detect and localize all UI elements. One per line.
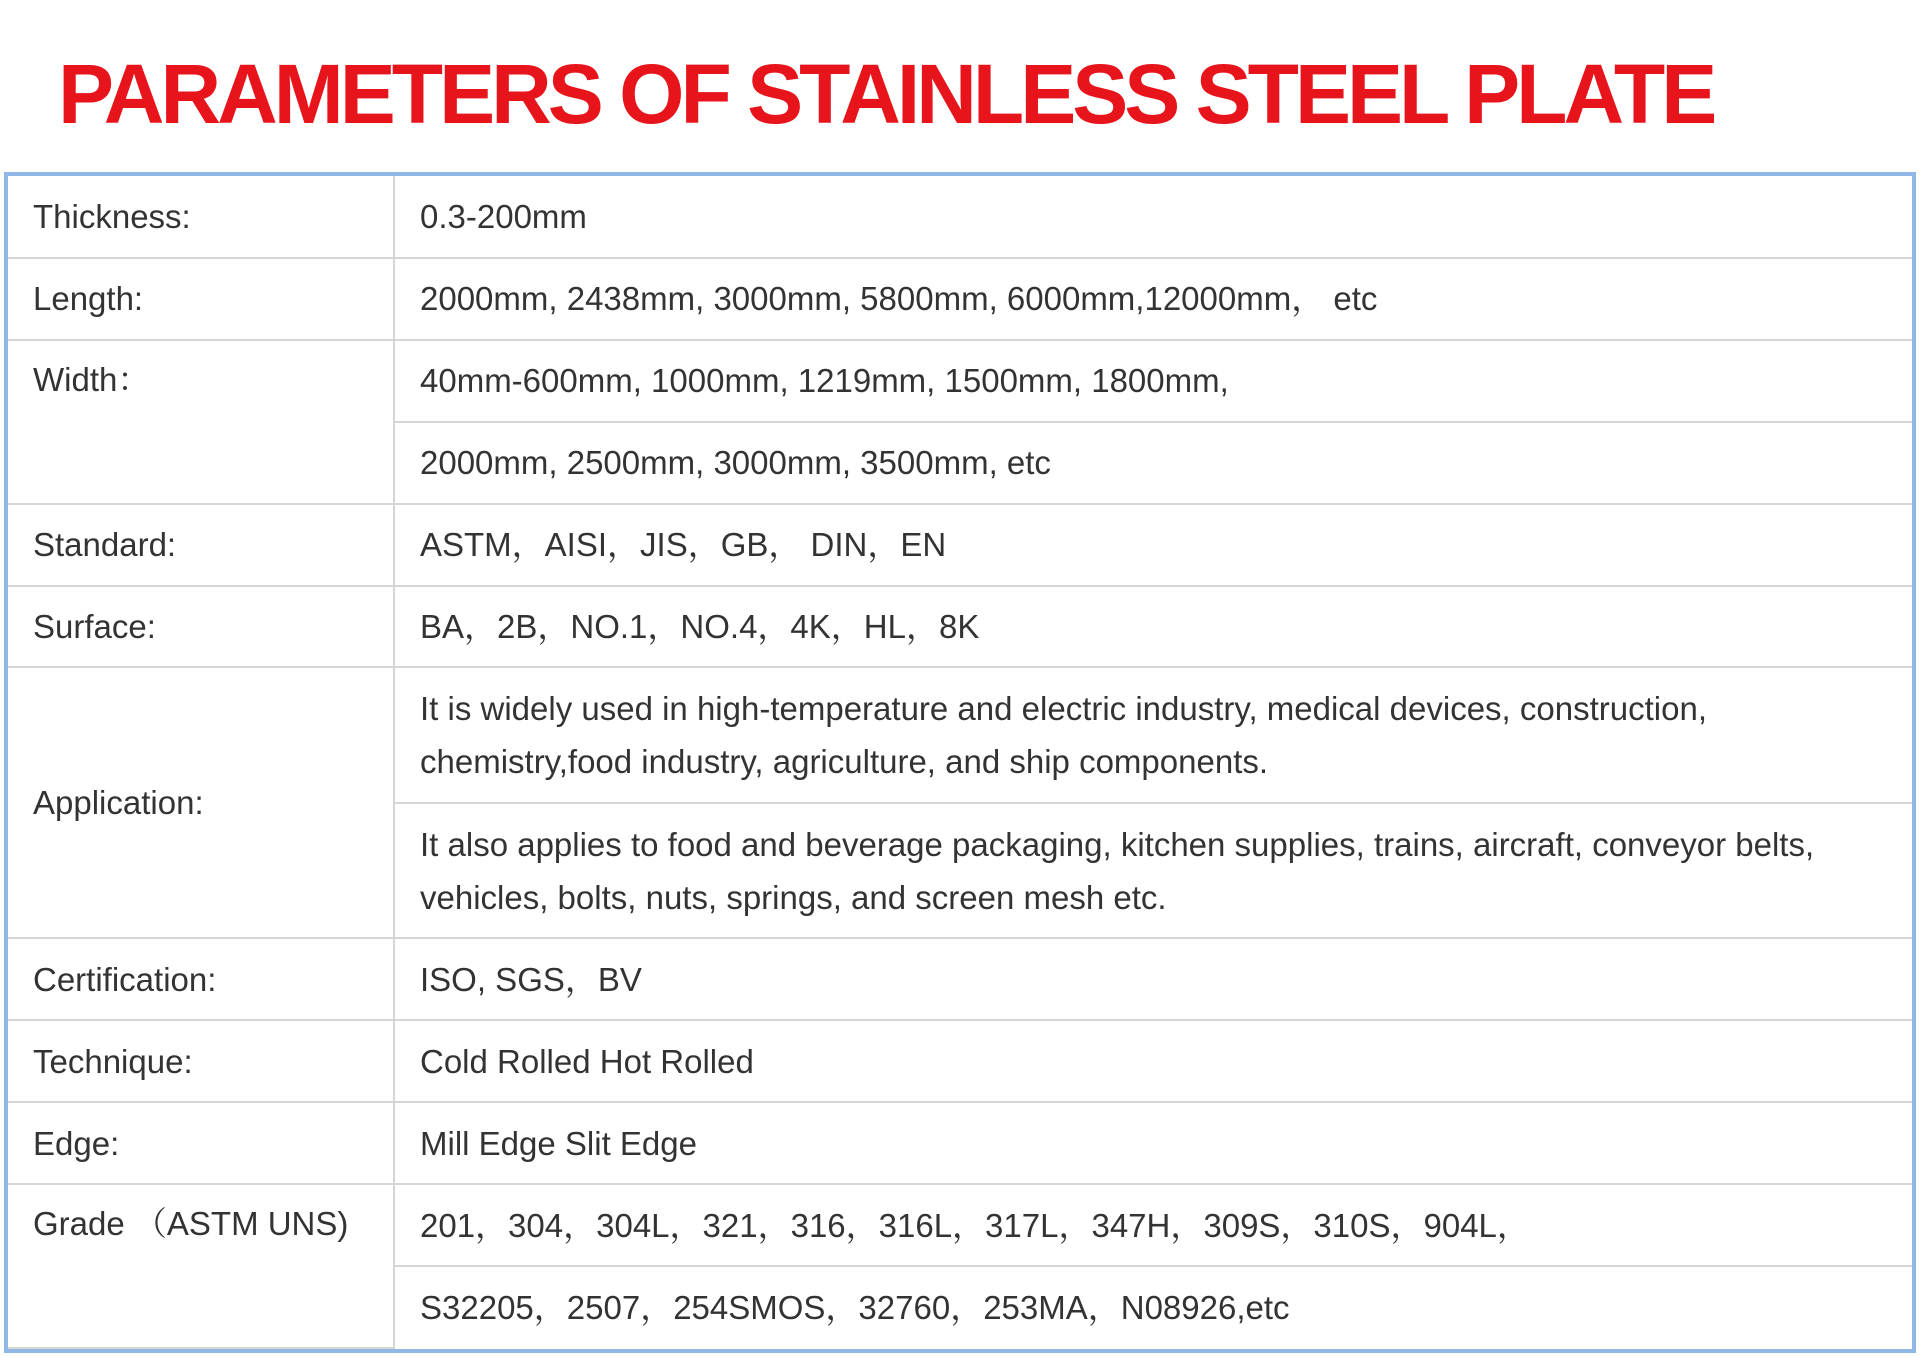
grade-value-1: 201，304，304L，321，316，316L，317L，347H，309S，310S，904L，	[394, 1184, 1912, 1266]
application-label: Application:	[8, 667, 394, 938]
certification-label: Certification:	[8, 938, 394, 1020]
thickness-label: Thickness:	[8, 176, 394, 258]
length-value: 2000mm, 2438mm, 3000mm, 5800mm, 6000mm,12000mm， etc	[394, 258, 1912, 340]
grade-value-2: S32205，2507，254SMOS，32760，253MA，N08926,etc	[394, 1266, 1912, 1348]
surface-value: BA，2B，NO.1，NO.4，4K，HL，8K	[394, 586, 1912, 668]
standard-label: Standard:	[8, 504, 394, 586]
width-value-2: 2000mm, 2500mm, 3000mm, 3500mm, etc	[394, 422, 1912, 504]
table-row-standard	[8, 504, 1912, 586]
standard-value: ASTM，AISI，JIS，GB， DIN，EN	[394, 504, 1912, 586]
application-value-2: It also applies to food and beverage packaging, kitchen supplies, trains, aircraft, conveyor belts, vehicles, bolts, nuts, springs, and screen mesh etc.	[394, 803, 1912, 939]
edge-value: Mill Edge Slit Edge	[394, 1102, 1912, 1184]
table-row-certification	[8, 938, 1912, 1020]
table-row-grade	[8, 1184, 1912, 1266]
surface-label: Surface:	[8, 586, 394, 668]
table-row-application	[8, 667, 1912, 803]
application-value-1: It is widely used in high-temperature and electric industry, medical devices, construction, chemistry,food industry, agriculture, and ship components.	[394, 667, 1912, 803]
length-label: Length:	[8, 258, 394, 340]
parameters-table	[4, 172, 1916, 1353]
thickness-value: 0.3-200mm	[394, 176, 1912, 258]
table-row-width	[8, 340, 1912, 422]
width-value-1: 40mm-600mm, 1000mm, 1219mm, 1500mm, 1800mm,	[394, 340, 1912, 422]
certification-value: ISO, SGS，BV	[394, 938, 1912, 1020]
table-row-length	[8, 258, 1912, 340]
grade-label: Grade （ASTM UNS)	[8, 1184, 394, 1348]
table-row-technique	[8, 1020, 1912, 1102]
width-label: Width：	[8, 340, 394, 504]
table-row-surface	[8, 586, 1912, 668]
edge-label: Edge:	[8, 1102, 394, 1184]
page-title: PARAMETERS OF STAINLESS STEEL PLATE	[58, 47, 1714, 141]
technique-label: Technique:	[8, 1020, 394, 1102]
table-row-edge	[8, 1102, 1912, 1184]
technique-value: Cold Rolled Hot Rolled	[394, 1020, 1912, 1102]
table-row-thickness	[8, 176, 1912, 258]
